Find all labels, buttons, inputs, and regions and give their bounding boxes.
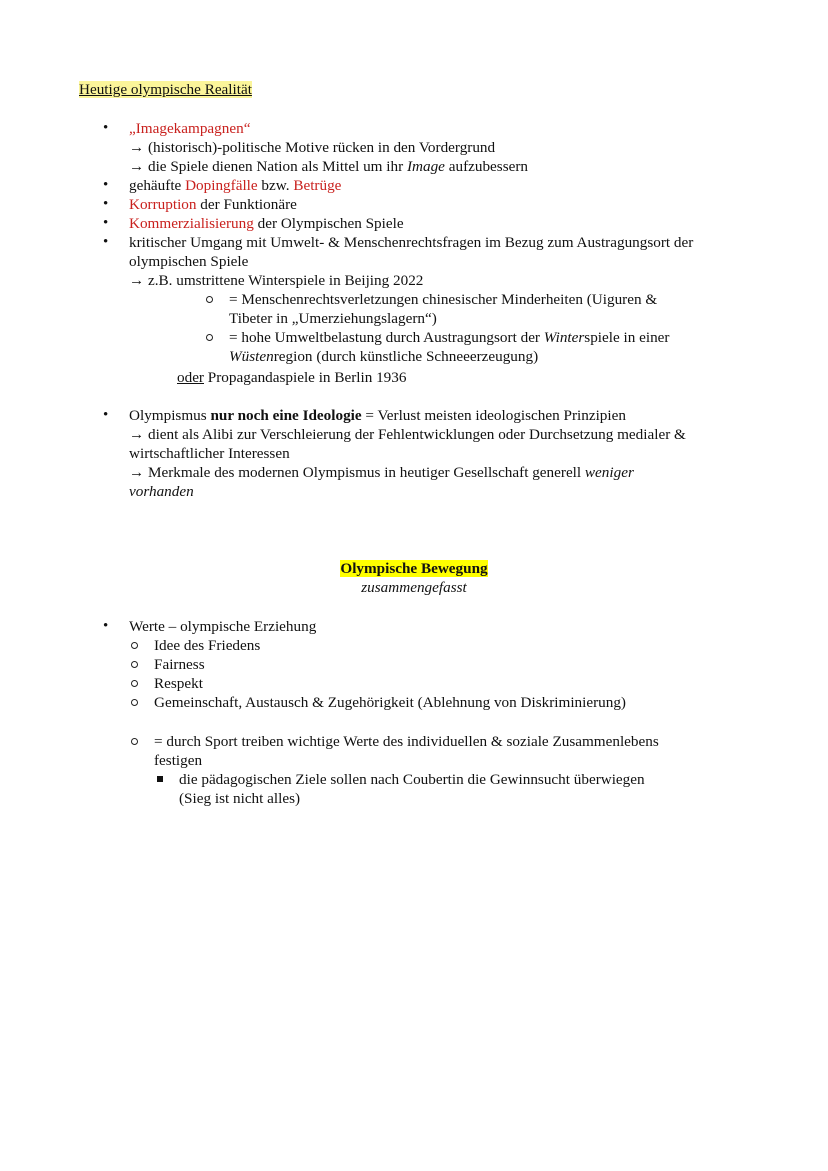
goal-item: die pädagogischen Ziele sollen nach Coubertin die Gewinnsucht überwiegen — [179, 771, 645, 788]
text-run: Korruption — [129, 196, 197, 213]
text-run: → Merkmale des modernen Olympismus in heutiger Gesellschaft generell — [129, 464, 585, 481]
text-run: nur noch eine Ideologie — [210, 407, 362, 424]
bullet-icon: • — [103, 215, 109, 231]
sub-item-umwelt — [229, 328, 669, 347]
value-item: Idee des Friedens — [154, 637, 261, 654]
section-title — [0, 559, 828, 578]
value-item: Respekt — [154, 675, 203, 692]
bullet-icon: • — [103, 234, 109, 250]
list-subline: → dient als Alibi zur Verschleierung der Fehlentwicklungen oder Durchsetzung medialer & — [129, 426, 686, 443]
list-subline: vorhanden — [129, 483, 194, 500]
circle-bullet-icon — [131, 680, 138, 687]
text-run: Kommerzialisierung — [129, 215, 254, 232]
text-run: Dopingfälle — [185, 177, 258, 194]
bullet-icon: • — [103, 196, 109, 212]
heading-text: Heutige olympische Realität — [79, 81, 252, 98]
value-item: Fairness — [154, 656, 205, 673]
circle-bullet-icon — [131, 738, 138, 745]
list-subline — [129, 157, 528, 176]
list-subline: → (historisch)-politische Motive rücken in den Vordergrund — [129, 139, 496, 156]
text-run: aufzubessern — [444, 158, 529, 175]
text-run: = Verlust meisten ideologischen Prinzipien — [361, 407, 626, 424]
list-item-werte: Werte – olympische Erziehung — [129, 618, 317, 635]
circle-bullet-icon — [206, 334, 213, 341]
section-subtitle: zusammengefasst — [361, 579, 467, 596]
text-run: der Olympischen Spiele — [253, 215, 404, 232]
sub-item-menschenrechte: = Menschenrechtsverletzungen chinesischer Minderheiten (Uiguren & — [229, 291, 658, 308]
summary-item-cont: festigen — [154, 752, 203, 769]
circle-bullet-icon — [131, 699, 138, 706]
text-run: gehäufte — [129, 177, 186, 194]
list-subline — [129, 463, 634, 482]
text-run: Winter — [543, 329, 585, 346]
value-item: Gemeinschaft, Austausch & Zugehörigkeit (Ablehnung von Diskriminierung) — [154, 694, 626, 711]
bullet-icon: • — [103, 618, 109, 634]
text-run: oder — [177, 369, 204, 386]
square-bullet-icon — [157, 776, 163, 782]
sub-item-umwelt-cont — [229, 347, 538, 366]
summary-item: = durch Sport treiben wichtige Werte des individuellen & soziale Zusammenlebens — [154, 733, 659, 750]
list-item-ideologie — [129, 406, 626, 425]
section-title-text: Olympische Bewegung — [340, 560, 488, 577]
text-run: Olympismus — [129, 407, 211, 424]
list-subline: wirtschaftlicher Interessen — [129, 445, 290, 462]
propaganda-line — [177, 368, 406, 387]
bullet-icon: • — [103, 120, 109, 136]
text-run: = hohe Umweltbelastung durch Austragungsort der — [229, 329, 544, 346]
text-run: Image — [406, 158, 445, 175]
text-run: weniger — [584, 464, 634, 481]
bullet-icon: • — [103, 177, 109, 193]
list-subline: → z.B. umstrittene Winterspiele in Beijing 2022 — [129, 272, 424, 289]
circle-bullet-icon — [131, 642, 138, 649]
text-run: Propagandaspiele in Berlin 1936 — [204, 369, 407, 386]
list-item-kommerzialisierung — [129, 214, 404, 233]
list-item-umwelt-cont: olympischen Spiele — [129, 253, 249, 270]
list-item-umwelt: kritischer Umgang mit Umwelt- & Menschenrechtsfragen im Bezug zum Austragungsort der — [129, 234, 694, 251]
goal-item-cont: (Sieg ist nicht alles) — [179, 790, 301, 807]
list-item-imagekampagnen: „Imagekampagnen“ — [129, 120, 251, 137]
bullet-icon: • — [103, 407, 109, 423]
text-run: der Funktionäre — [196, 196, 297, 213]
sub-item-menschenrechte-cont: Tibeter in „Umerziehungslagern“) — [229, 310, 437, 327]
text-run: Betrüge — [293, 177, 342, 194]
text-run: Wüsten — [229, 348, 274, 365]
list-item-doping — [129, 176, 341, 195]
circle-bullet-icon — [131, 661, 138, 668]
circle-bullet-icon — [206, 296, 213, 303]
text-run: bzw. — [257, 177, 294, 194]
text-run: spiele in einer — [584, 329, 670, 346]
text-run: region (durch künstliche Schneeerzeugung) — [273, 348, 539, 365]
text-run: → die Spiele dienen Nation als Mittel um ihr — [129, 158, 407, 175]
section-heading — [79, 80, 252, 99]
list-item-korruption — [129, 195, 297, 214]
